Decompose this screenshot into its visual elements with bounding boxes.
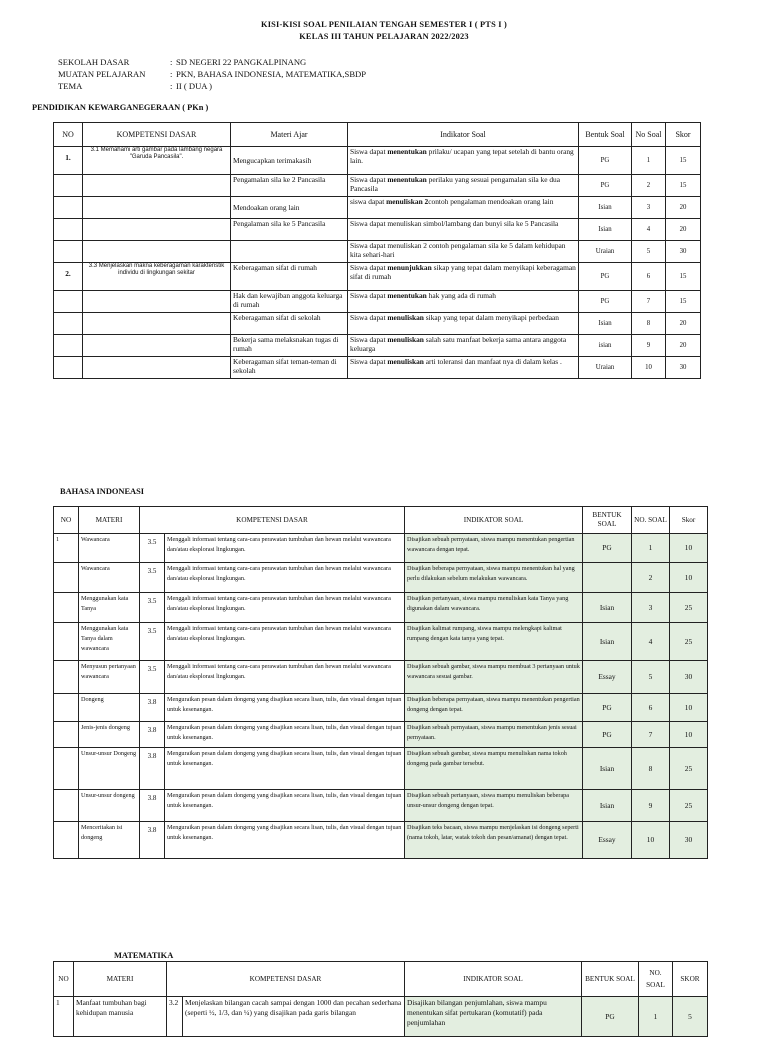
pkn-skor: 15 [666,263,701,291]
bi-indikator: Disajikan sebuah pernyataan, siswa mampu menentukan pengertian wawancara dengan tepat. [405,534,583,563]
pkn-materi: Hak dan kewajiban anggota keluarga di rumah [231,291,348,313]
pkn-header-nosoal: No Soal [632,123,666,147]
table-row [54,822,708,859]
mat-header-nosoal: NO. SOAL [639,962,673,997]
mat-skor: 5 [673,997,708,1037]
pkn-nosoal: 7 [632,291,666,313]
bi-bentuk: Isian [583,748,632,790]
table-row [54,997,708,1037]
bi-no [54,748,79,790]
bi-kd-number: 3.5 [140,563,165,593]
bi-header-no: NO [54,507,79,534]
bi-indikator: Disajikan beberapa pernyataan, siswa mampu menentukan hal yang perlu dilakukan sebelum melakukan wawancara. [405,563,583,593]
bi-bentuk: Isian [583,593,632,623]
bi-header-indikator: INDIKATOR SOAL [405,507,583,534]
info-row-subjects: MUATAN PELAJARAN : PKN, BAHASA INDONESIA, MATEMATIKA,SBDP [58,69,367,79]
pkn-materi: Pengalaman sila ke 5 Pancasila [231,219,348,241]
bi-kd-number: 3.8 [140,694,165,722]
mat-header-materi: MATERI [74,962,167,997]
bi-header-bentuk: BENTUK SOAL [583,507,632,534]
bi-kd-number: 3.5 [140,623,165,661]
mat-header-bentuk: BENTUK SOAL [582,962,639,997]
pkn-kd-no: 2. [54,263,83,291]
bi-materi: Wawancara [79,563,140,593]
bi-skor: 25 [670,593,708,623]
bi-bentuk: Isian [583,790,632,822]
mat-header-row [54,962,708,997]
bi-kd-number: 3.5 [140,593,165,623]
pkn-bentuk: Isian [579,197,632,219]
bi-nosoal: 10 [632,822,670,859]
pkn-skor: 20 [666,335,701,357]
pkn-skor: 30 [666,241,701,263]
mat-section-title: MATEMATIKA [114,951,174,960]
bi-no [54,722,79,748]
bi-kd: Menggali informasi tentang cara-cara perawatan tumbuhan dan hewan melalui wawancara dan/atau eksplorasi lingkungan. [165,563,405,593]
pkn-nosoal: 10 [632,357,666,379]
bi-nosoal: 8 [632,748,670,790]
bi-nosoal: 7 [632,722,670,748]
pkn-materi: Bekerja sama melaksnakan tugas di rumah [231,335,348,357]
mat-materi: Manfaat tumbuhan bagi kehidupan manusia [74,997,167,1037]
bi-kd-number: 3.8 [140,822,165,859]
bi-kd: Menguraikan pesan dalam dongeng yang disajikan secara lisan, tulis, dan visual dengan tujuan untuk kesenangan. [165,822,405,859]
bi-skor: 30 [670,661,708,694]
bi-materi: Unsur-unsur dongeng [79,790,140,822]
pkn-materi: Keberagaman sifat teman-teman di sekolah [231,357,348,379]
pkn-kd-no: 1. [54,147,83,175]
info-row-theme: TEMA : II ( DUA ) [58,81,213,91]
pkn-nosoal: 2 [632,175,666,197]
pkn-nosoal: 6 [632,263,666,291]
bi-no: 1 [54,534,79,563]
bi-kd: Menguraikan pesan dalam dongeng yang disajikan secara lisan, tulis, dan visual dengan tujuan untuk kesenangan. [165,722,405,748]
pkn-skor: 15 [666,291,701,313]
pkn-indikator: Siswa dapat menuliskan arti toleransi dan manfaat nya di dalam kelas . [348,357,579,379]
pkn-header-indikator: Indikator Soal [348,123,579,147]
pkn-skor: 30 [666,357,701,379]
pkn-header-no: NO [54,123,83,147]
mat-bentuk: PG [582,997,639,1037]
pkn-bentuk: Isian [579,313,632,335]
pkn-nosoal: 3 [632,197,666,219]
bi-nosoal: 6 [632,694,670,722]
pkn-header-materi: Materi Ajar [231,123,348,147]
bi-table [53,506,708,859]
bi-kd-number: 3.5 [140,534,165,563]
table-row [54,263,701,291]
table-row [54,291,701,313]
table-row [54,563,708,593]
bi-nosoal: 5 [632,661,670,694]
pkn-nosoal: 1 [632,147,666,175]
bi-indikator: Disajikan sebuah gambar, siswa mampu membuat 3 pertanyaan untuk wawancara sesuai gambar. [405,661,583,694]
pkn-bentuk: Uraian [579,241,632,263]
info-row-school: SEKOLAH DASAR : SD NEGERI 22 PANGKALPINANG [58,57,307,67]
bi-materi: Dongeng [79,694,140,722]
pkn-nosoal: 5 [632,241,666,263]
pkn-header-kd: KOMPETENSI DASAR [83,123,231,147]
bi-nosoal: 9 [632,790,670,822]
mat-table [53,961,708,1037]
pkn-indikator: Siswa dapat menentukan prilaku/ ucapan yang tepat setelah di bantu orang lain. [348,147,579,175]
bi-no [54,790,79,822]
bi-kd-number: 3.8 [140,722,165,748]
bi-bentuk [583,563,632,593]
bi-bentuk: Essay [583,661,632,694]
bi-header-row [54,507,708,534]
table-row [54,357,701,379]
mat-header-no: NO [54,962,74,997]
pkn-header-row [54,123,701,147]
bi-indikator: Disajikan sebuah pernyataan, siswa mampu menentukan jenis sesuai pernyataan. [405,722,583,748]
bi-skor: 10 [670,563,708,593]
mat-no: 1 [54,997,74,1037]
pkn-indikator: siswa dapat menuliskan 2contoh pengalaman mendoakan orang lain [348,197,579,219]
bi-no [54,623,79,661]
bi-indikator: Disajikan pertanyaan, siswa mampu menuliskan kata Tanya yang digunakan dalam wawancara. [405,593,583,623]
bi-no [54,694,79,722]
pkn-indikator: Siswa dapat menunjukkan sikap yang tepat dalam menyikapi keberagaman sifat di rumah [348,263,579,291]
bi-nosoal: 4 [632,623,670,661]
bi-bentuk: PG [583,694,632,722]
pkn-materi: Keberagaman sifat di sekolah [231,313,348,335]
pkn-skor: 15 [666,175,701,197]
table-row [54,623,708,661]
pkn-skor: 15 [666,147,701,175]
mat-nosoal: 1 [639,997,673,1037]
bi-bentuk: PG [583,534,632,563]
pkn-kd-text: 3.3 Menjelaskan makna keberagaman karakteristik individu di lingkungan sekitar [83,263,231,291]
pkn-kd-text: 3.1 Memahami arti gambar pada lambang negara "Garuda Pancasila". [83,147,231,175]
bi-bentuk: PG [583,722,632,748]
pkn-indikator: Siswa dapat menuliskan sikap yang tepat dalam menyikapi perbedaan [348,313,579,335]
mat-header-indikator: INDIKATOR SOAL [405,962,582,997]
table-row [54,197,701,219]
pkn-nosoal: 9 [632,335,666,357]
bi-skor: 25 [670,790,708,822]
table-row [54,722,708,748]
pkn-materi: Mengucapkan terimakasih [231,147,348,175]
pkn-bentuk: isian [579,335,632,357]
pkn-indikator: Siswa dapat menentukan hak yang ada di rumah [348,291,579,313]
pkn-materi: Mendoakan orang lain [231,197,348,219]
bi-indikator: Disajikan sebuah gambar, siswa mampu menuliskan nama tokoh dongeng pada gambar tersebut. [405,748,583,790]
bi-materi: Menyusun pertanyaan wawancara [79,661,140,694]
bi-materi: Jenis-jenis dongeng [79,722,140,748]
bi-nosoal: 2 [632,563,670,593]
pkn-table [53,122,701,379]
bi-kd-number: 3.8 [140,748,165,790]
mat-kd-number: 3.2 [167,997,183,1037]
bi-indikator: Disajikan teks bacaan, siswa mampu menjelaskan isi dongeng seperti (nama tokoh, latar, watak tokoh dan pesan/amanat) dengan tepat. [405,822,583,859]
table-row [54,748,708,790]
bi-nosoal: 3 [632,593,670,623]
bi-bentuk: Isian [583,623,632,661]
mat-kd: Menjelaskan bilangan cacah sampai dengan 1000 dan pecahan sederhana (seperti ½, 1/3, dan ¼) yang disajikan pada garis bilangan [183,997,405,1037]
bi-no [54,822,79,859]
bi-kd-number: 3.5 [140,661,165,694]
bi-header-skor: Skor [670,507,708,534]
bi-kd: Menguraikan pesan dalam dongeng yang disajikan secara lisan, tulis, dan visual dengan tujuan untuk kesenangan. [165,748,405,790]
bi-kd: Menggali informasi tentang cara-cara perawatan tumbuhan dan hewan melalui wawancara dan/atau eksplorasi lingkungan. [165,623,405,661]
bi-indikator: Disajikan kalimat rumpang, siswa mampu melengkapi kalimat rumpang dengan kata tanya yang tepat. [405,623,583,661]
bi-nosoal: 1 [632,534,670,563]
table-row [54,335,701,357]
bi-kd: Menggali informasi tentang cara-cara perawatan tumbuhan dan hewan melalui wawancara dan/atau eksplorasi lingkungan. [165,593,405,623]
pkn-bentuk: PG [579,147,632,175]
bi-kd-number: 3.8 [140,790,165,822]
school-info [58,56,366,92]
bi-kd: Menguraikan pesan dalam dongeng yang disajikan secara lisan, tulis, dan visual dengan tujuan untuk kesenangan. [165,790,405,822]
bi-materi: Unsur-unsur Dongeng [79,748,140,790]
pkn-bentuk: PG [579,263,632,291]
bi-materi: Menggunakan kata Tanya [79,593,140,623]
pkn-header-bentuk: Bentuk Soal [579,123,632,147]
table-row [54,175,701,197]
bi-section-title: BAHASA INDONEASI [60,487,145,496]
bi-skor: 30 [670,822,708,859]
pkn-indikator: Siswa dapat menuliskan simbol/lambang dan bunyi sila ke 5 Pancasila [348,219,579,241]
table-row [54,534,708,563]
pkn-nosoal: 8 [632,313,666,335]
table-row [54,694,708,722]
bi-indikator: Disajikan sebuah pertanyaan, siswa mampu menuliskan beberapa unsur-unsur dongeng dengan tepat. [405,790,583,822]
pkn-materi: Pengamalan sila ke 2 Pancasila [231,175,348,197]
table-row [54,661,708,694]
table-row [54,147,701,175]
document-title-line-2: KELAS III TAHUN PELAJARAN 2022/2023 [299,32,469,41]
bi-skor: 10 [670,722,708,748]
bi-header-nosoal: NO. SOAL [632,507,670,534]
bi-materi: Wawancara [79,534,140,563]
pkn-nosoal: 4 [632,219,666,241]
pkn-header-skor: Skor [666,123,701,147]
bi-no [54,661,79,694]
pkn-bentuk: Uraian [579,357,632,379]
pkn-indikator: Siswa dapat menuliskan 2 contoh pengalaman sila ke 5 dalam kehidupan kita sehari-hari [348,241,579,263]
pkn-indikator: Siswa dapat menuliskan salah satu manfaat bekerja sama antara anggota keluarga [348,335,579,357]
bi-kd: Menguraikan pesan dalam dongeng yang disajikan secara lisan, tulis, dan visual dengan tujuan untuk kesenangan. [165,694,405,722]
bi-indikator: Disajikan beberapa pernyataan, siswa mampu menentukan pengertian dongeng dengan tepat. [405,694,583,722]
pkn-bentuk: PG [579,291,632,313]
mat-header-kd: KOMPETENSI DASAR [167,962,405,997]
bi-materi: Menceritakan isi dongeng [79,822,140,859]
mat-header-skor: SKOR [673,962,708,997]
pkn-bentuk: PG [579,175,632,197]
bi-materi: Menggunakan kata Tanya dalam wawancara [79,623,140,661]
bi-skor: 10 [670,694,708,722]
bi-skor: 10 [670,534,708,563]
table-row [54,790,708,822]
table-row [54,313,701,335]
bi-bentuk: Essay [583,822,632,859]
table-row [54,219,701,241]
bi-skor: 25 [670,623,708,661]
document-title-line-1: KISI-KISI SOAL PENILAIAN TENGAH SEMESTER I ( PTS I ) [261,20,507,29]
bi-skor: 25 [670,748,708,790]
bi-kd: Menggali informasi tentang cara-cara perawatan tumbuhan dan hewan melalui wawancara dan/atau eksplorasi lingkungan. [165,661,405,694]
pkn-materi: Keberagaman sifat di rumah [231,263,348,291]
pkn-skor: 20 [666,313,701,335]
bi-no [54,593,79,623]
table-row [54,241,701,263]
bi-header-kd: KOMPETENSI DASAR [140,507,405,534]
pkn-indikator: Siswa dapat menentukan perilaku yang sesuai pengamalan sila ke dua Pancasila [348,175,579,197]
mat-indikator: Disajikan bilangan penjumlahan, siswa mampu menentukan sifat pertukaran (komutatif) pada penjumlahan [405,997,582,1037]
bi-kd: Menggali informasi tentang cara-cara perawatan tumbuhan dan hewan melalui wawancara dan/atau eksplorasi lingkungan. [165,534,405,563]
bi-header-materi: MATERI [79,507,140,534]
pkn-skor: 20 [666,219,701,241]
pkn-bentuk: Isian [579,219,632,241]
table-row [54,593,708,623]
pkn-skor: 20 [666,197,701,219]
bi-no [54,563,79,593]
pkn-section-title: PENDIDIKAN KEWARGANEGERAAN ( PKn ) [32,103,209,112]
